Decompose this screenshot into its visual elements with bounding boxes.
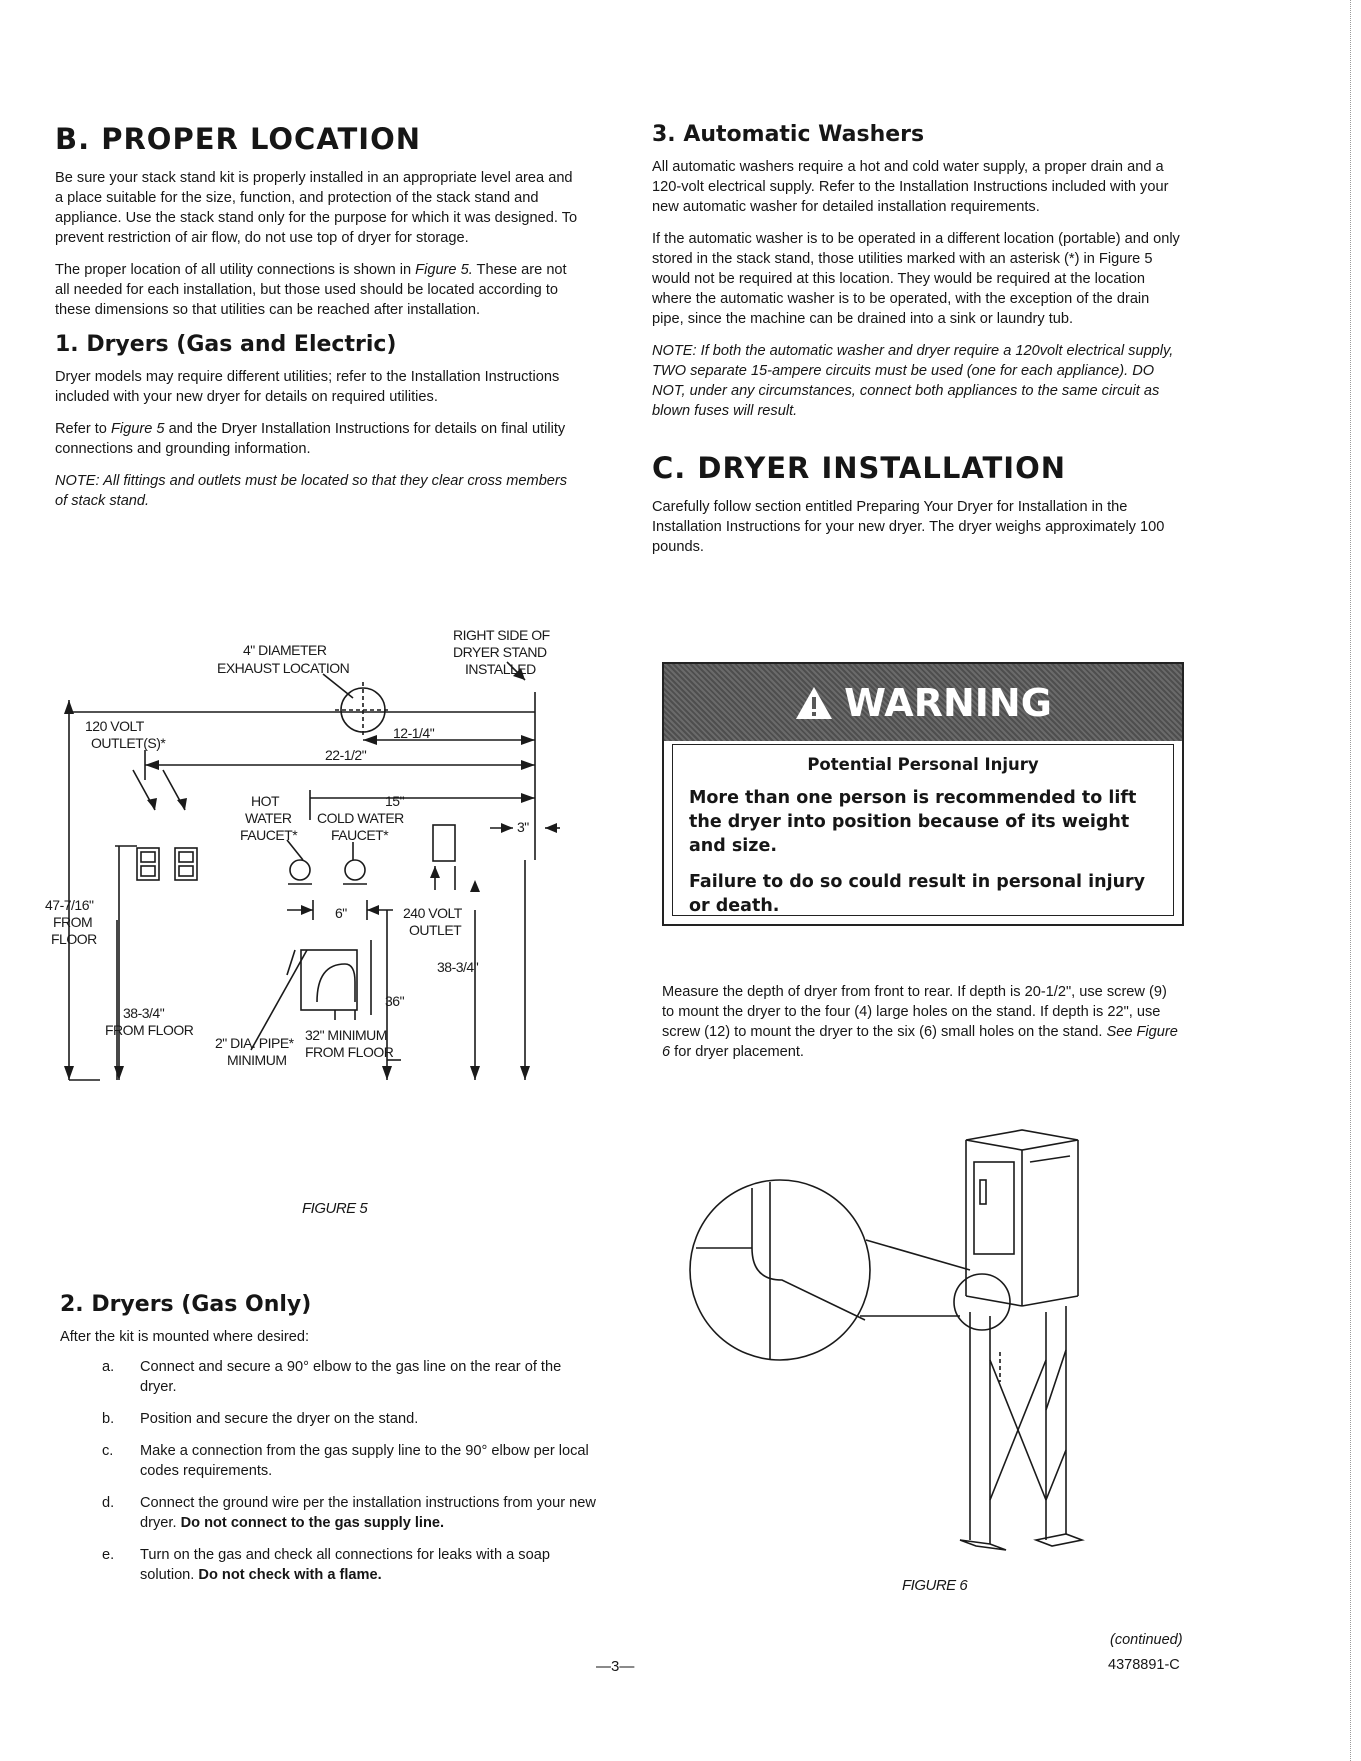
- fig5-floor47-1: 47-7/16": [45, 897, 94, 913]
- figure-6-caption: FIGURE 6: [902, 1577, 968, 1594]
- fig5-right-side-1: RIGHT SIDE OF: [453, 627, 550, 643]
- warning-triangle-icon: [794, 685, 834, 721]
- step-marker: d.: [102, 1495, 115, 1511]
- fig5-dim-6: 6": [335, 905, 347, 921]
- warning-text-1: More than one person is recommended to lift the dryer into position because of its weight and size.: [689, 788, 1137, 856]
- step-text: Make a connection from the gas supply line to the 90° elbow per local codes requirements.: [140, 1443, 589, 1479]
- continued-label: (continued): [1110, 1632, 1183, 1648]
- step-bold-text: Do not check with a flame.: [198, 1567, 382, 1583]
- fig5-exhaust-label-1: 4" DIAMETER: [243, 642, 327, 658]
- fig5-floor38-1: 38-3/4": [123, 1005, 165, 1021]
- fig5-outlet120-1: 120 VOLT: [85, 718, 144, 734]
- fig5-hot-1: HOT: [251, 793, 280, 809]
- section-c-title: C. DRYER INSTALLATION: [652, 451, 1067, 485]
- sub1-para2: Refer to Figure 5 and the Dryer Installation Instructions for details on final utility connections and grounding information.: [55, 421, 566, 457]
- document-code: 4378891-C: [1108, 1657, 1180, 1673]
- figure-5-diagram: [45, 620, 575, 1160]
- sub1-para1: Dryer models may require different utilities; refer to the Installation Instructions included with your new dryer for details on required utilities.: [55, 369, 560, 405]
- step-marker: c.: [102, 1443, 114, 1459]
- fig5-outlet240-2: OUTLET: [409, 922, 462, 938]
- fig5-pipe-1: 2" DIA. PIPE*: [215, 1035, 294, 1051]
- section-b-para2: The proper location of all utility connections is shown in Figure 5. These are not all needed for each installation, but those used should be located according to these dimensions so that utilities can be reached after installation.: [55, 262, 567, 318]
- fig5-min32-1: 32" MINIMUM: [305, 1027, 387, 1043]
- fig5-pipe-2: MINIMUM: [227, 1052, 287, 1068]
- fig5-dim-22-12: 22-1/2": [325, 747, 367, 763]
- measure-paragraph: Measure the depth of dryer from front to rear. If depth is 20-1/2", use screw (9) to mount the dryer to the four (4) large holes on the stand. If depth is 22", use screw (12) to mount the dryer to the six (6) small holes on the stand. See Figure 6 for dryer placement.: [662, 984, 1178, 1060]
- step-marker: a.: [102, 1359, 115, 1375]
- sub2-intro: After the kit is mounted where desired:: [60, 1329, 310, 1345]
- sub2-title: 2. Dryers (Gas Only): [60, 1292, 312, 1317]
- fig5-dim-15: 15": [385, 793, 405, 809]
- fig5-cold-2: FAUCET*: [331, 827, 389, 843]
- sub2-step: [60, 1357, 596, 1397]
- fig5-dim-36: 36": [385, 993, 405, 1009]
- fig5-floor47-2: FROM: [53, 914, 93, 930]
- section-c-para1: Carefully follow section entitled Preparing Your Dryer for Installation in the Installation Instructions for your new dryer. The dryer weighs approximately 100 pounds.: [652, 499, 1165, 555]
- fig5-dim-12-14: 12-1/4": [393, 725, 435, 741]
- fig5-hot-3: FAUCET*: [240, 827, 298, 843]
- page-number: —3—: [596, 1658, 635, 1675]
- section-b-para1: Be sure your stack stand kit is properly installed in an appropriate level area and a place suitable for the size, function, and protection of the stack stand and appliance. Use the stack stand only for the purpose for which it was designed. To prevent restriction of air flow, do not use top of dryer for storage.: [55, 170, 578, 246]
- sub3-para2: If the automatic washer is to be operated in a different location (portable) and only stored in the stack stand, those utilities marked with an asterisk (*) in Figure 5 would not be required at this location. They would be required at the location where the automatic washer is to be operated, with the exception of the drain pipe, since the machine can be drained into a sink or laundry tub.: [652, 231, 1180, 327]
- right-column: [652, 122, 1182, 569]
- sub1-title: 1. Dryers (Gas and Electric): [55, 332, 397, 357]
- fig5-dim-3: 3": [517, 819, 529, 835]
- sub2-step: [60, 1545, 596, 1585]
- fig5-hot-2: WATER: [245, 810, 292, 826]
- figure-5-caption: FIGURE 5: [302, 1200, 368, 1217]
- section-b-title: B. PROPER LOCATION: [55, 122, 422, 156]
- fig5-right-side-2: DRYER STAND: [453, 644, 547, 660]
- sub2-step: [60, 1409, 596, 1429]
- left-column: [55, 122, 583, 523]
- warning-title: WARNING: [844, 680, 1052, 725]
- step-marker: e.: [102, 1547, 115, 1563]
- sub1-note: NOTE: All fittings and outlets must be located so that they clear cross members of stack stand.: [55, 473, 568, 509]
- sub3-para1: All automatic washers require a hot and cold water supply, a proper drain and a 120-volt electrical supply. Refer to the Installation Instructions included with your new automatic washer for detailed installation requirements.: [652, 159, 1169, 215]
- scan-edge: [1350, 0, 1361, 1761]
- warning-box: [662, 662, 1184, 926]
- sub3-note: NOTE: If both the automatic washer and dryer require a 120volt electrical supply, TWO separate 15-ampere circuits must be used (one for each appliance). DO NOT, under any circumstances, connect both appliances to the same circuit as blown fuses will result.: [652, 343, 1174, 419]
- step-text: Position and secure the dryer on the stand.: [140, 1411, 419, 1427]
- fig5-dim-38-34-right: 38-3/4": [437, 959, 479, 975]
- sub2-step: [60, 1493, 596, 1533]
- fig5-right-side-3: INSTALLED: [465, 661, 536, 677]
- fig5-outlet120-2: OUTLET(S)*: [91, 735, 166, 751]
- fig5-floor38-2: FROM FLOOR: [105, 1022, 194, 1038]
- fig5-cold-1: COLD WATER: [317, 810, 404, 826]
- fig5-min32-2: FROM FLOOR: [305, 1044, 394, 1060]
- step-text: Connect the ground wire per the installation instructions from your new dryer.: [140, 1495, 596, 1531]
- sub3-title: 3. Automatic Washers: [652, 122, 925, 147]
- step-text: Turn on the gas and check all connections for leaks with a soap solution.: [140, 1547, 550, 1583]
- step-text: Connect and secure a 90° elbow to the gas line on the rear of the dryer.: [140, 1359, 562, 1395]
- sub2-block: [60, 1292, 596, 1597]
- sub2-steps: [60, 1357, 596, 1585]
- figure-6-diagram: [690, 1120, 1210, 1590]
- fig5-exhaust-label-2: EXHAUST LOCATION: [217, 660, 350, 676]
- warning-body: [672, 744, 1174, 916]
- step-bold-text: Do not connect to the gas supply line.: [180, 1515, 445, 1531]
- sub2-step: [60, 1441, 596, 1481]
- warning-header: [664, 664, 1182, 741]
- step-marker: b.: [102, 1411, 115, 1427]
- warning-text-2: Failure to do so could result in personal injury or death.: [689, 872, 1146, 916]
- warning-subtitle: Potential Personal Injury: [807, 755, 1039, 774]
- fig5-outlet240-1: 240 VOLT: [403, 905, 462, 921]
- fig5-floor47-3: FLOOR: [51, 931, 97, 947]
